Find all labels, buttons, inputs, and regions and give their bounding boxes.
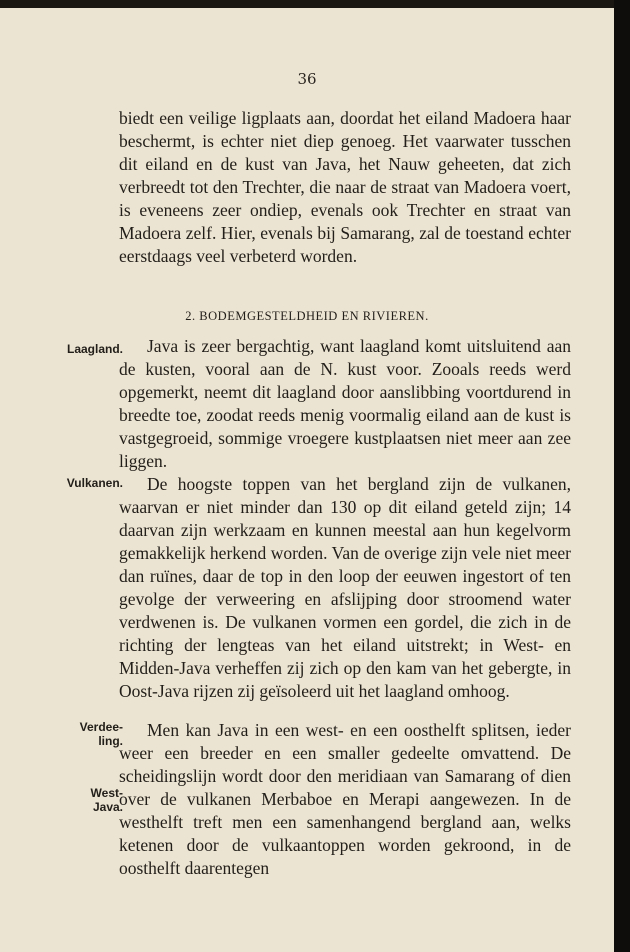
margin-note-west-java: West-Java. [90, 786, 123, 814]
paragraph-intro: biedt een veilige ligplaats aan, doordat het eiland Madoera haar beschermt, is echter niet diep genoeg. Het vaarwater tusschen dit eiland en de kust van Java, het Nauw geheeten, dat zich verbreedt tot den Trechter, die naar de straat van Madoera voert, is eveneens zeer ondiep, evenals ook Trechter en straat van Madoera zelf. Hier, evenals bij Samarang, zal de toestand echter eerstdaags veel verbeterd worden. [119, 108, 571, 266]
margin-note-laagland: Laagland. [66, 342, 123, 356]
paragraph-vulkanen: De hoogste toppen van het bergland zijn de vulkanen, waarvan er niet minder dan 130 op dit eiland geteld zijn; 14 daarvan zijn werkzaam en kunnen meestal aan hun kegelvorm gemakkelijk herkend worden. Van de overige zijn vele niet meer dan ruïnes, daar de top in den loop der eeuwen ingestort of ten gevolge der verweering en afslijping door stroomend water verdwenen is. De vulkanen vormen een gordel, die zich in de richting der lengteas van het eiland uitstrekt; in West- en Midden-Java verheffen zij zich op den kam van het gebergte, in Oost-Java rijzen zij geïsoleerd uit het laagland omhoog. [119, 474, 571, 701]
section-heading: 2. BODEMGESTELDHEID EN RIVIEREN. [185, 309, 429, 323]
margin-note-verdeeling: Verdee-ling. [79, 720, 123, 748]
book-page [0, 8, 614, 952]
margin-note-vulkanen: Vulkanen. [66, 476, 123, 490]
page-edge-shadow [614, 0, 630, 952]
page-number: 36 [297, 70, 317, 88]
paragraph-laagland: Java is zeer bergachtig, want laagland komt uitsluitend aan de kusten, vooral aan de N. kust voor. Zooals reeds werd opgemerkt, neemt dit laagland door aanslibbing voortdurend in breedte toe, zoodat reeds menig voormalig eiland aan de kust is vastgegroeid, sommige vroegere kustplaatsen niet meer aan zee liggen. [119, 336, 571, 471]
paragraph-verdeeling: Men kan Java in een west- en een oosthelft splitsen, ieder weer een breeder en een smaller gedeelte omvattend. De scheidingslijn wordt door den meridiaan van Samarang of dien over de vulkanen Merbaboe en Merapi aangewezen. In de westhelft treft men een samenhangend bergland aan, welks ketenen door de vulkaantoppen worden gekroond, in de oosthelft daarentegen [119, 720, 571, 878]
